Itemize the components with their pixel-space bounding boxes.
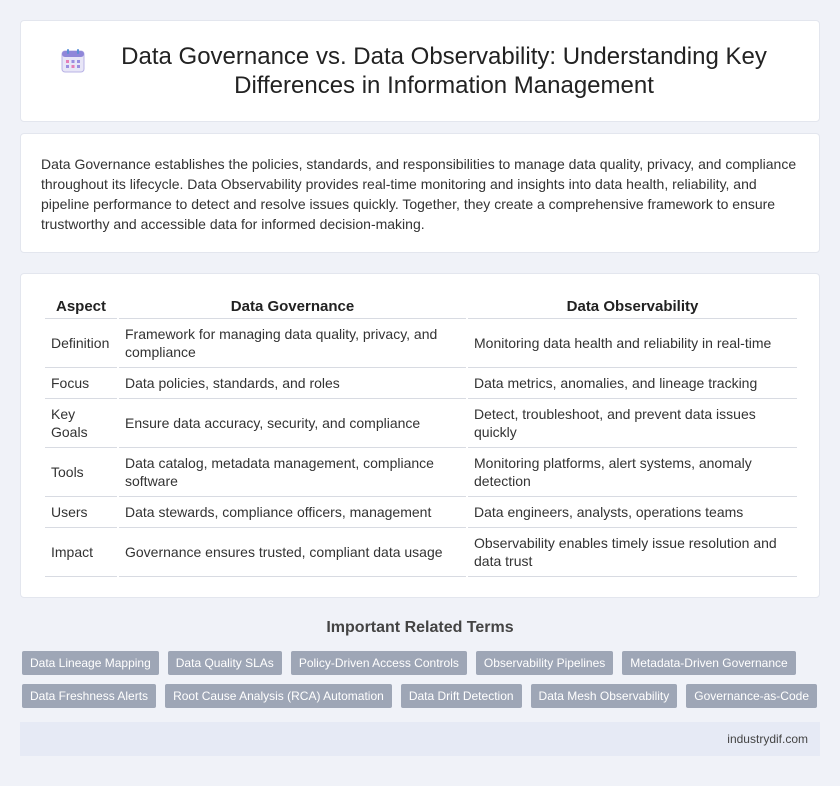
- cell-observability: Detect, troubleshoot, and prevent data issues quickly: [468, 399, 797, 448]
- cell-aspect: Focus: [45, 368, 117, 399]
- header-aspect: Aspect: [45, 294, 117, 319]
- footer: [20, 722, 820, 756]
- comparison-card: [20, 273, 820, 598]
- table-row: [45, 399, 797, 448]
- table-row: [45, 368, 797, 399]
- cell-observability: Observability enables timely issue resolution and data trust: [468, 528, 797, 577]
- cell-governance: Data policies, standards, and roles: [119, 368, 466, 399]
- cell-observability: Data metrics, anomalies, and lineage tracking: [468, 368, 797, 399]
- related-term-tag[interactable]: Data Lineage Mapping: [22, 651, 159, 675]
- related-term-tag[interactable]: Root Cause Analysis (RCA) Automation: [165, 684, 392, 708]
- related-term-tag[interactable]: Observability Pipelines: [476, 651, 613, 675]
- intro-paragraph: Data Governance establishes the policies, standards, and responsibilities to manage data quality, privacy, and compliance throughout its lifecycle. Data Observability provides real-time monitoring and insights into data health, reliability, and pipeline performance to detect and resolve issues quickly. Together, they create a comprehensive framework to ensure trustworthy and accessible data for informed decision-making.: [41, 156, 797, 232]
- table-header-row: [45, 294, 797, 319]
- related-terms-title: Important Related Terms: [326, 619, 514, 636]
- related-term-tag[interactable]: Data Drift Detection: [401, 684, 522, 708]
- cell-governance: Data stewards, compliance officers, management: [119, 497, 466, 528]
- header-data-observability: Data Observability: [468, 294, 797, 319]
- header-data-governance: Data Governance: [119, 294, 466, 319]
- source-link[interactable]: industrydif.com: [727, 732, 808, 746]
- related-term-tag[interactable]: Data Freshness Alerts: [22, 684, 156, 708]
- cell-aspect: Tools: [45, 448, 117, 497]
- intro-card: [20, 133, 820, 253]
- table-row: [45, 319, 797, 368]
- cell-governance: Framework for managing data quality, privacy, and compliance: [119, 319, 466, 368]
- related-terms-list: [22, 651, 822, 708]
- table-row: [45, 448, 797, 497]
- related-term-tag[interactable]: Data Mesh Observability: [531, 684, 678, 708]
- table-row: [45, 497, 797, 528]
- cell-aspect: Users: [45, 497, 117, 528]
- cell-observability: Monitoring data health and reliability in real-time: [468, 319, 797, 368]
- related-term-tag[interactable]: Data Quality SLAs: [168, 651, 282, 675]
- page-title: Data Governance vs. Data Observability: Understanding Key Differences in Information Management: [121, 43, 767, 99]
- calendar-icon: [60, 48, 86, 74]
- related-term-tag[interactable]: Policy-Driven Access Controls: [291, 651, 467, 675]
- related-term-tag[interactable]: Metadata-Driven Governance: [622, 651, 795, 675]
- comparison-table: [43, 294, 799, 577]
- cell-aspect: Definition: [45, 319, 117, 368]
- cell-governance: Ensure data accuracy, security, and compliance: [119, 399, 466, 448]
- cell-observability: Monitoring platforms, alert systems, anomaly detection: [468, 448, 797, 497]
- cell-governance: Data catalog, metadata management, compliance software: [119, 448, 466, 497]
- title-card: [20, 20, 820, 122]
- table-row: [45, 528, 797, 577]
- cell-observability: Data engineers, analysts, operations teams: [468, 497, 797, 528]
- related-term-tag[interactable]: Governance-as-Code: [686, 684, 817, 708]
- cell-governance: Governance ensures trusted, compliant data usage: [119, 528, 466, 577]
- cell-aspect: Key Goals: [45, 399, 117, 448]
- cell-aspect: Impact: [45, 528, 117, 577]
